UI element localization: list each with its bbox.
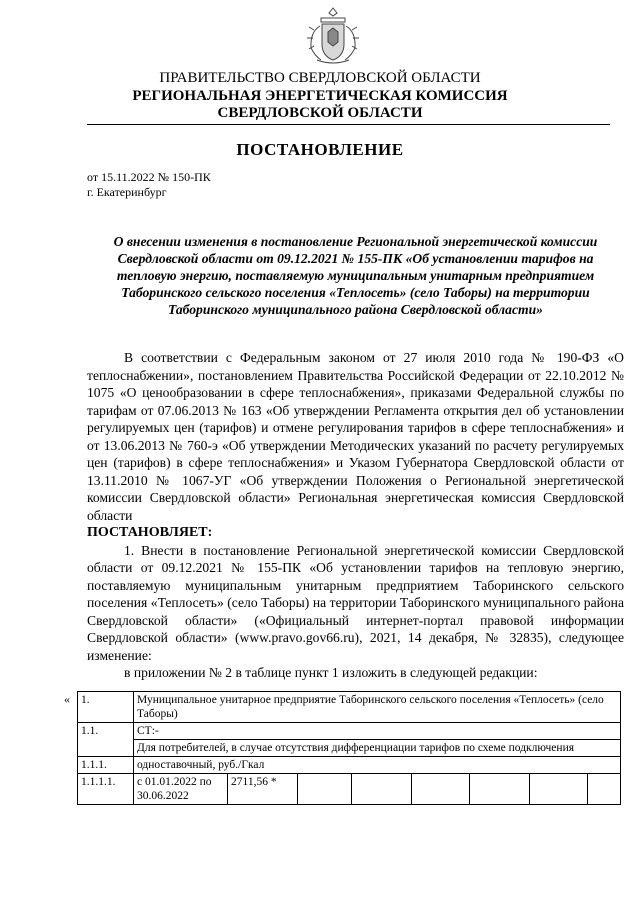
government-name: ПРАВИТЕЛЬСТВО СВЕРДЛОВСКОЙ ОБЛАСТИ — [159, 70, 481, 86]
table-row — [78, 740, 621, 757]
row-text: одноставочный, руб./Гкал — [134, 757, 621, 774]
row-text: СТ:- — [134, 723, 621, 740]
preamble: В соответствии с Федеральным законом от 27 июля 2010 года № 190-ФЗ «О теплоснабжении», постановлением Правительства Российской Федерации от 22.10.2012 № 1075 «О ценообразовании в сфере теплоснабжения», приказами Федеральной службы по тарифам от 07.06.2013 № 163 «Об утверждении Регламента открытия дел об установлении регулируемых цен (тарифов) и отмене регулирования тарифов в сфере теплоснабжения» и от 13.06.2013 № 760-э «Об утверждении Методических указаний по расчету регулируемых цен (тарифов) в сфере теплоснабжения» и Указом Губернатора Свердловской области от 13.11.2010 № 1067-УГ «Об утверждении Положения о Региональной энергетической комиссии Свердловской области» Региональная энергетическая комиссия Свердловской области — [87, 350, 624, 523]
period-cell: с 01.01.2022 по 30.06.2022 — [134, 774, 228, 805]
item-1: 1. Внести в постановление Региональной энергетической комиссии Свердловской области от 09.12.2021 № 155-ПК «Об установлении тарифов на тепловую энергию, поставляемую муниципальным унитарным предприятием Таборинского сельского поселения «Теплосеть» (село Таборы) на территории Таборинского муниципального района Свердловской области» («Официальный интернет-портал правовой информации Свердловской области» (www.pravo.gov66.ru), 2021, 14 декабря, № 32835), следующее изменение: — [87, 542, 624, 663]
table-row — [78, 723, 621, 740]
empty-cell — [530, 774, 588, 805]
table-row — [78, 774, 621, 805]
empty-cell — [588, 774, 621, 805]
row-number: 1.1.1. — [78, 757, 134, 774]
tariff-table — [77, 691, 621, 805]
document-type: ПОСТАНОВЛЕНИЕ — [236, 140, 404, 159]
table-row — [78, 757, 621, 774]
table-row — [78, 692, 621, 723]
empty-cell — [352, 774, 412, 805]
region-name: СВЕРДЛОВСКОЙ ОБЛАСТИ — [217, 105, 423, 121]
document-title: О внесении изменения в постановление Региональной энергетической комиссии Свердловской области от 09.12.2021 № 155-ПК «Об установлении тарифов на тепловую энергию, поставляемую муниципальным унитарным предприятием Таборинского сельского поселения «Теплосеть» (село Таборы) на территории Таборинского муниципального района Свердловской области» — [113, 234, 598, 317]
header-divider — [87, 124, 610, 125]
empty-cell — [470, 774, 530, 805]
document-body — [87, 349, 624, 682]
row-text: Для потребителей, в случае отсутствия дифференциации тарифов по схеме подключения — [134, 740, 621, 757]
empty-cell — [412, 774, 470, 805]
coat-of-arms-icon — [299, 6, 367, 66]
row-number: 1. — [78, 692, 134, 723]
commission-name: РЕГИОНАЛЬНАЯ ЭНЕРГЕТИЧЕСКАЯ КОМИССИЯ — [132, 88, 508, 104]
row-number: 1.1.1.1. — [78, 774, 134, 805]
city: г. Екатеринбург — [87, 185, 167, 199]
row-text: Муниципальное унитарное предприятие Таборинского сельского поселения «Теплосеть» (село Таборы) — [134, 692, 621, 723]
date-number: от 15.11.2022 № 150-ПК — [87, 170, 211, 184]
open-quote: « — [64, 692, 70, 706]
item-1-sub: в приложении № 2 в таблице пункт 1 изложить в следующей редакции: — [124, 665, 538, 680]
document-meta — [87, 170, 211, 200]
resolve-heading: ПОСТАНОВЛЯЕТ: — [87, 525, 213, 540]
empty-cell — [298, 774, 352, 805]
row-number: 1.1. — [78, 723, 134, 757]
value-cell: 2711,56 * — [228, 774, 298, 805]
